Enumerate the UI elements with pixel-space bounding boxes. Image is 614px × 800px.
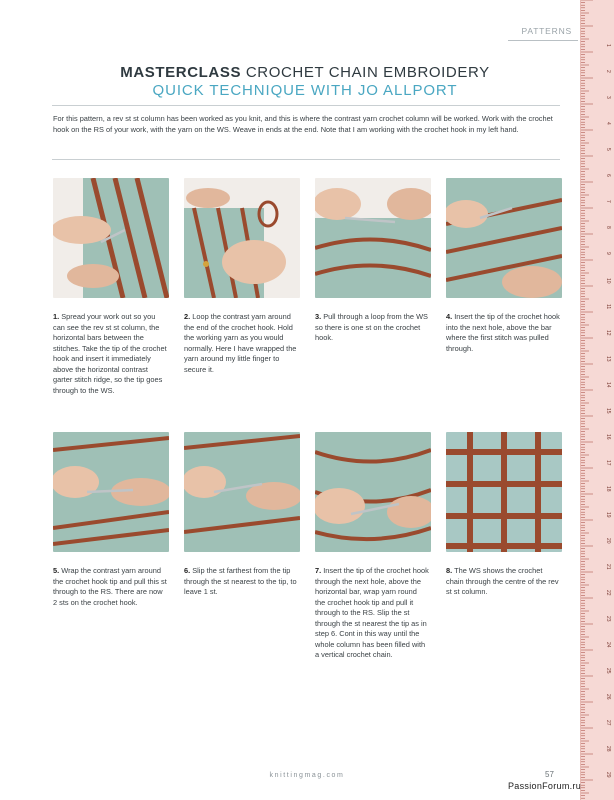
step-5-text: Wrap the contrast yarn around the crochet hook tip and pull this st through to the RS. There are now 2 sts on the crochet hook.: [53, 566, 167, 607]
step-6-text: Slip the st farthest from the tip through the st nearest to the tip, to leave 1 st.: [184, 566, 297, 596]
step-5: [53, 432, 171, 608]
ruler-label: 19: [605, 512, 611, 518]
step-7-caption: [315, 566, 429, 661]
ruler-label: 6: [605, 174, 611, 177]
ruler-label: 9: [605, 252, 611, 255]
title-bold: MASTERCLASS: [120, 64, 242, 81]
ruler-label: 23: [605, 616, 611, 622]
ruler-label: 4: [605, 122, 611, 125]
intro-divider: [52, 159, 560, 160]
step-6-caption: [184, 566, 298, 598]
ruler-label: 2: [605, 70, 611, 73]
step-2-number: 2.: [184, 312, 191, 321]
page-number: 57: [545, 770, 554, 779]
step-5-photo: [53, 432, 169, 552]
step-6-number: 6.: [184, 566, 191, 575]
step-2-text: Loop the contrast yarn around the end of the crochet hook. Hold the working yarn as you would normally. Here I have wrapped the yarn around my little finger to secure it.: [184, 312, 297, 374]
ruler-ticks: [581, 0, 614, 800]
step-3-number: 3.: [315, 312, 322, 321]
step-3: [315, 178, 433, 344]
step-8-caption: [446, 566, 560, 598]
step-4-number: 4.: [446, 312, 453, 321]
step-1-photo: [53, 178, 169, 298]
step-7-photo: [315, 432, 431, 552]
ruler-label: 5: [605, 148, 611, 151]
ruler-label: 28: [605, 746, 611, 752]
footer-website: knittingmag.com: [269, 772, 345, 779]
ruler-label: 21: [605, 564, 611, 570]
ruler-label: 7: [605, 200, 611, 203]
step-3-caption: [315, 312, 429, 344]
step-2-photo: [184, 178, 300, 298]
step-1-caption: [53, 312, 167, 396]
step-7-number: 7.: [315, 566, 322, 575]
ruler-label: 11: [605, 304, 611, 310]
ruler-label: 22: [605, 590, 611, 596]
step-8-photo: [446, 432, 562, 552]
ruler-label: 14: [605, 382, 611, 388]
step-1-number: 1.: [53, 312, 60, 321]
step-2: [184, 178, 302, 375]
step-5-caption: [53, 566, 167, 608]
step-4: [446, 178, 564, 354]
step-1: [53, 178, 171, 396]
step-4-caption: [446, 312, 560, 354]
ruler-label: 18: [605, 486, 611, 492]
ruler-label: 26: [605, 694, 611, 700]
ruler-label: 15: [605, 408, 611, 414]
step-3-photo: [315, 178, 431, 298]
step-5-number: 5.: [53, 566, 60, 575]
step-7: [315, 432, 433, 661]
title-divider: [52, 105, 560, 106]
watermark: PassionForum.ru: [508, 781, 582, 791]
intro-paragraph: For this pattern, a rev st st column has been worked as you knit, and this is where the contrast yarn crochet column will be worked. Work with the crochet hook on the RS of your work, with the yarn on the WS. Weave in ends at the end. Note that I am working with the crochet hook in my left hand.: [53, 114, 553, 134]
step-7-text: Insert the tip of the crochet hook through the next hole, above the horizontal bar, wrap yarn round the crochet hook tip and pull it through to the RS. Slip the st through the st nearest the tip as in step 6. Cont in this way until the whole column has been filled with a vertical crochet chain.: [315, 566, 429, 659]
step-6: [184, 432, 302, 598]
step-4-text: Insert the tip of the crochet hook into the next hole, above the bar where the first stitch was pulled through.: [446, 312, 560, 353]
step-8-text: The WS shows the crochet chain through the centre of the rev st st column.: [446, 566, 559, 596]
step-2-caption: [184, 312, 298, 375]
ruler-label: 12: [605, 330, 611, 336]
ruler-label: 8: [605, 226, 611, 229]
ruler-label: 16: [605, 434, 611, 440]
ruler-label: 13: [605, 356, 611, 362]
step-8-number: 8.: [446, 566, 453, 575]
ruler-label: 3: [605, 96, 611, 99]
ruler-label: 27: [605, 720, 611, 726]
step-3-text: Pull through a loop from the WS so there is one st on the crochet hook.: [315, 312, 428, 342]
ruler-label: 17: [605, 460, 611, 466]
ruler-label: 29: [605, 772, 611, 778]
ruler-label: 10: [605, 278, 611, 284]
ruler-label: 1: [605, 44, 611, 47]
ruler-label: 25: [605, 668, 611, 674]
step-1-text: Spread your work out so you can see the rev st st column, the horizontal bars between the stitches. Take the tip of the crochet hook and insert it immediately above the horizontal contrast garter stitch ridge, so the tip goes through to the WS.: [53, 312, 167, 395]
page-subtitle: QUICK TECHNIQUE WITH JO ALLPORT: [152, 82, 458, 99]
step-8: [446, 432, 564, 598]
ruler-label: 20: [605, 538, 611, 544]
page-title: [50, 64, 560, 82]
measuring-ruler: [580, 0, 614, 800]
ruler-label: 24: [605, 642, 611, 648]
step-6-photo: [184, 432, 300, 552]
section-tag: PATTERNS: [521, 26, 572, 36]
section-tag-rule: [508, 40, 578, 41]
step-4-photo: [446, 178, 562, 298]
title-rest: CROCHET CHAIN EMBROIDERY: [245, 64, 490, 81]
